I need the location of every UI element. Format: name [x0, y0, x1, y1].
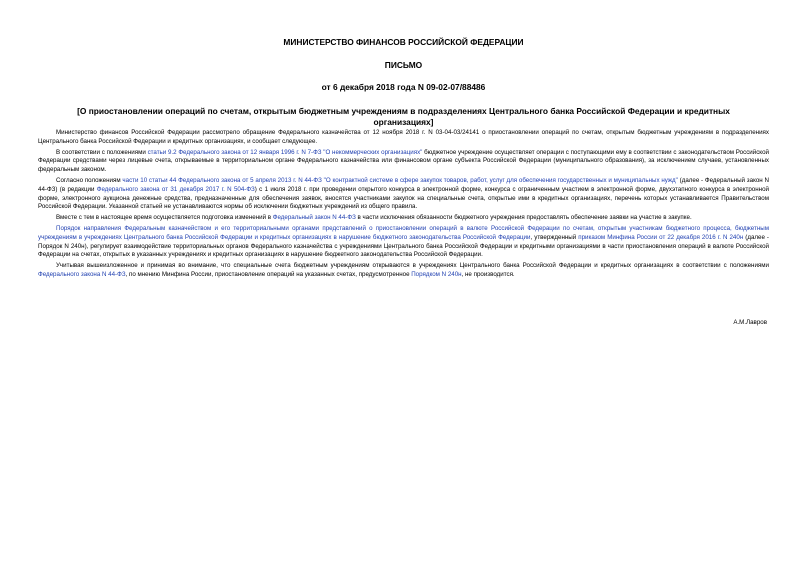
document-date-number: от 6 декабря 2018 года N 09-02-07/88486	[321, 82, 486, 92]
document-type: ПИСЬМО	[384, 60, 423, 70]
paragraph-text: Учитывая вышеизложенное и принимая во внимание, что специальные счета бюджетным учреждениям открываются в учреждениях Центрального банка Российской Федерации и кредитных организациях в соответствии с положениями	[56, 262, 769, 270]
paragraph-6	[38, 262, 769, 280]
link-order-240n[interactable]: приказом Минфина России от 22 декабря 2016 г. N 240н	[578, 233, 744, 241]
paragraph-text: (далее - Порядок N 240н), регулирует взаимодействие территориальных органов Федерального казначейства с учреждениями Центрального банка Российской Федерации и кредитными организациями в части приостановления операций в валюте Российской Федерации на счетах, открытых в указанных учреждениях и кредитных организациях в нарушение бюджетного законодательства Российской Федерации.	[38, 233, 769, 259]
paragraph-text: в части исключения обязанности бюджетного учреждения предоставлять обеспечение заявки на участие в закупке.	[355, 214, 692, 222]
paragraph-text: В соответствии с положениями	[56, 148, 148, 156]
link-procedure-240n-2[interactable]: Порядком N 240н	[411, 270, 462, 278]
paragraph-text: Министерство финансов Российской Федерации рассмотрело обращение Федерального казначейства от 12 ноября 2018 г. N 03-04-03/24141 о приостановлении операций по счетам, открытым бюджетным учреждениям в подразделениях Центрального банка Российской Федерации и кредитных организациях, и сообщает следующее.	[38, 129, 769, 145]
link-law-44fz-article-44[interactable]: части 10 статьи 44 Федерального закона от 5 апреля 2013 г. N 44-ФЗ "О контрактной системе в сфере закупок товаров, работ, услуг для обеспечения государственных и муниципальных нужд"	[122, 176, 678, 184]
link-law-44fz-2[interactable]: Федерального закона N 44-ФЗ	[38, 270, 126, 278]
link-law-504fz[interactable]: Федерального закона от 31 декабря 2017 г. N 504-ФЗ	[96, 185, 255, 193]
paragraph-text: Согласно положениям	[56, 176, 123, 184]
paragraph-text: , по мнению Минфина России, приостановление операций на указанных счетах, предусмотренное	[125, 270, 412, 278]
paragraph-text: , не производится.	[461, 270, 515, 278]
paragraph-text: (далее - Федеральный закон N 44-ФЗ) (в редакции	[38, 176, 769, 193]
paragraph-text: ) с 1 июля 2018 г. при проведении открытого конкурса в электронной форме, конкурса с ограниченным участием в электронной форме, двухэтапного конкурса в электронной форме, электронного аукциона денежные средства, предназначенные для обеспечения заявок, вносятся участниками закупок на специальные счета, открытые ими в кредитных организациях, перечень которых устанавливается Правительством Российской Федерации. Указанной статьей не устанавливаются нормы об исключении бюджетных учреждений из общего правила.	[38, 185, 769, 211]
link-procedure-240n[interactable]: Порядок направления Федеральным казначейством и его территориальными органами представлений о приостановлении операций в валюте Российской Федерации по счетам, открытым участникам бюджетного процесса, бюджетным учреждениям в учреждениях Центрального банка Российской Федерации и кредитных организациях в нарушение бюджетного законодательства Российской Федерации	[38, 224, 769, 241]
paragraph-5	[38, 225, 769, 260]
paragraph-text: , утвержденный	[530, 233, 579, 241]
paragraph-3	[38, 177, 769, 212]
paragraph-4	[38, 214, 769, 223]
paragraph-text: бюджетное учреждение осуществляет операции с поступающими ему в соответствии с законодательством Российской Федерации средствами через лицевые счета, открываемые в территориальном органе Федерального казначейства или финансовом органе субъекта Российской Федерации (муниципального образования), за исключением случаев, установленных федеральным законом.	[38, 148, 769, 174]
link-law-44fz[interactable]: Федеральный закон N 44-ФЗ	[272, 214, 356, 222]
signature: А.М.Лавров	[733, 319, 767, 326]
paragraph-1	[38, 129, 769, 147]
document-body	[38, 129, 769, 282]
paragraph-text: Вместе с тем в настоящее время осуществляется подготовка изменений в	[56, 214, 273, 222]
paragraph-2	[38, 149, 769, 175]
document-title: [О приостановлении операций по счетам, открытым бюджетным учреждениям в подразделениях Центрального банка Российской Федерации и кредитных организациях]	[77, 106, 730, 127]
ministry-heading: МИНИСТЕРСТВО ФИНАНСОВ РОССИЙСКОЙ ФЕДЕРАЦИИ	[283, 37, 524, 47]
link-law-7fz-article-9-2[interactable]: статьи 9.2 Федерального закона от 12 января 1996 г. N 7-ФЗ "О некоммерческих организациях"	[147, 148, 423, 156]
